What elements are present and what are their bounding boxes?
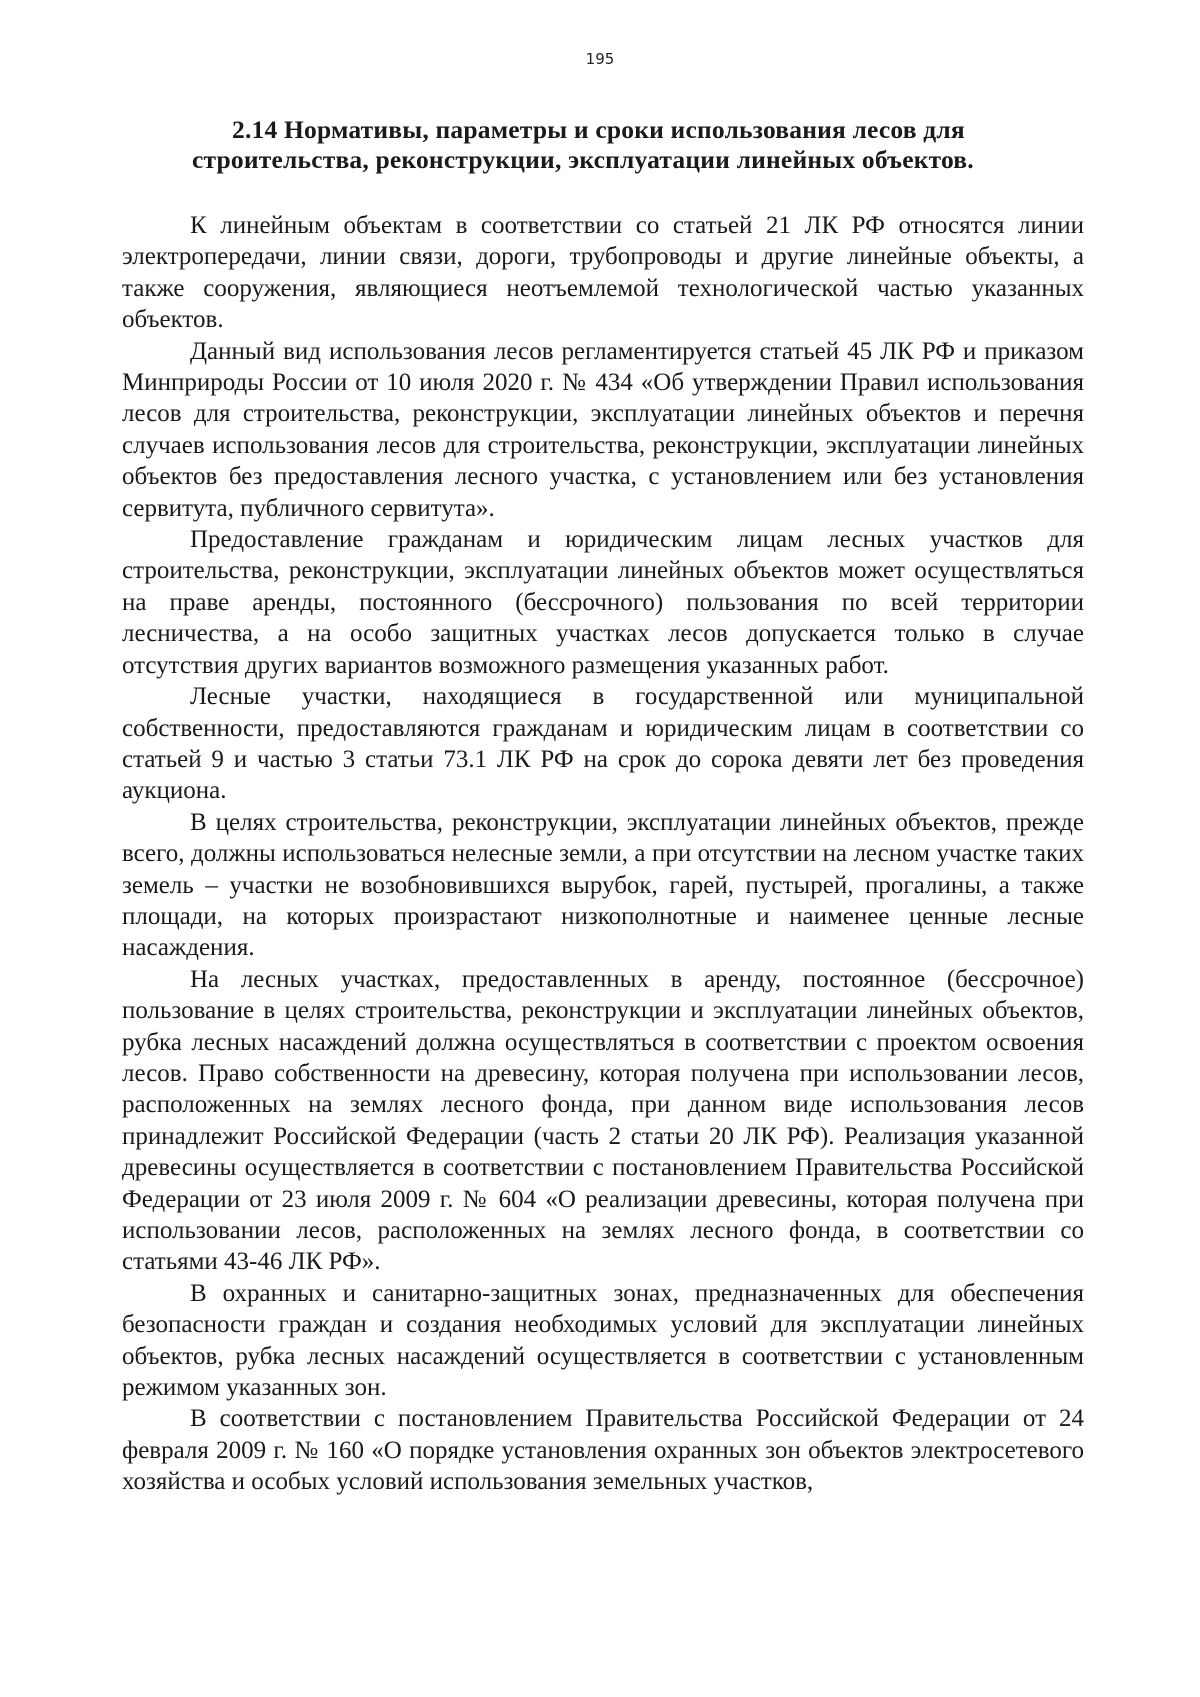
- paragraph-provision-rights: Предоставление гражданам и юридическим лицам лесных участков для строительства, реконструкции, эксплуатации линейных объектов может осуществляться на праве аренды, постоянного (бессрочного) пользования по всей территории лесничества, а на особо защитных участках лесов допускается только в случае отсутствия других вариантов возможного размещения указанных работ.: [122, 526, 1084, 679]
- body-text: [122, 210, 1084, 1498]
- paragraph-timber-ownership: На лесных участках, предоставленных в аренду, постоянное (бессрочное) пользование в целях строительства, реконструкции и эксплуатации линейных объектов, рубка лесных насаждений должна осуществляться в соответствии с проектом освоения лесов. Право собственности на древесину, которая получена при использовании лесов, расположенных на землях лесного фонда, при данном виде использования лесов принадлежит Российской Федерации (часть 2 статьи 20 ЛК РФ). Реализация указанной древесины осуществляется в соответствии с постановлением Правительства Российской Федерации от 23 июля 2009 г. № 604 «О реализации древесины, которая получена при использовании лесов, расположенных на землях лесного фонда, в соответствии со статьями 43-46 ЛК РФ».: [122, 965, 1084, 1276]
- paragraph-land-priority: В целях строительства, реконструкции, эксплуатации линейных объектов, прежде всего, должны использоваться нелесные земли, а при отсутствии на лесном участке таких земель – участки не возобновившихся вырубок, гарей, пустырей, прогалины, а также площади, на которых произрастают низкополнотные и наименее ценные лесные насаждения.: [122, 808, 1084, 962]
- section-heading-line-1: 2.14 Нормативы, параметры и сроки использования лесов для: [232, 115, 965, 144]
- page-number: 195: [585, 50, 615, 68]
- section-heading: [192, 115, 1072, 175]
- paragraph-linear-objects-definition: К линейным объектам в соответствии со статьей 21 ЛК РФ относятся линии электропередачи, линии связи, дороги, трубопроводы и другие линейные объекты, а также сооружения, являющиеся неотъемлемой технологической частью указанных объектов.: [122, 212, 1084, 334]
- paragraph-electric-grid-zones: В соответствии с постановлением Правительства Российской Федерации от 24 февраля 2009 г. № 160 «О порядке установления охранных зон объектов электросетевого хозяйства и особых условий использования земельных участков,: [122, 1405, 1084, 1496]
- paragraph-lease-term: Лесные участки, находящиеся в государственной или муниципальной собственности, предоставляются гражданам и юридическим лицам в соответствии со статьей 9 и частью 3 статьи 73.1 ЛК РФ на срок до сорока девяти лет без проведения аукциона.: [122, 683, 1084, 805]
- paragraph-protective-zones: В охранных и санитарно-защитных зонах, предназначенных для обеспечения безопасности граждан и создания необходимых условий для эксплуатации линейных объектов, рубка лесных насаждений осуществляется в соответствии с установленным режимом указанных зон.: [122, 1279, 1084, 1402]
- section-heading-line-2: строительства, реконструкции, эксплуатации линейных объектов.: [192, 145, 974, 174]
- paragraph-regulation: Данный вид использования лесов регламентируется статьей 45 ЛК РФ и приказом Минприроды России от 10 июля 2020 г. № 434 «Об утверждении Правил использования лесов для строительства, реконструкции, эксплуатации линейных объектов и перечня случаев использования лесов для строительства, реконструкции, эксплуатации линейных объектов без предоставления лесного участка, с установлением или без установления сервитута, публичного сервитута».: [122, 337, 1084, 522]
